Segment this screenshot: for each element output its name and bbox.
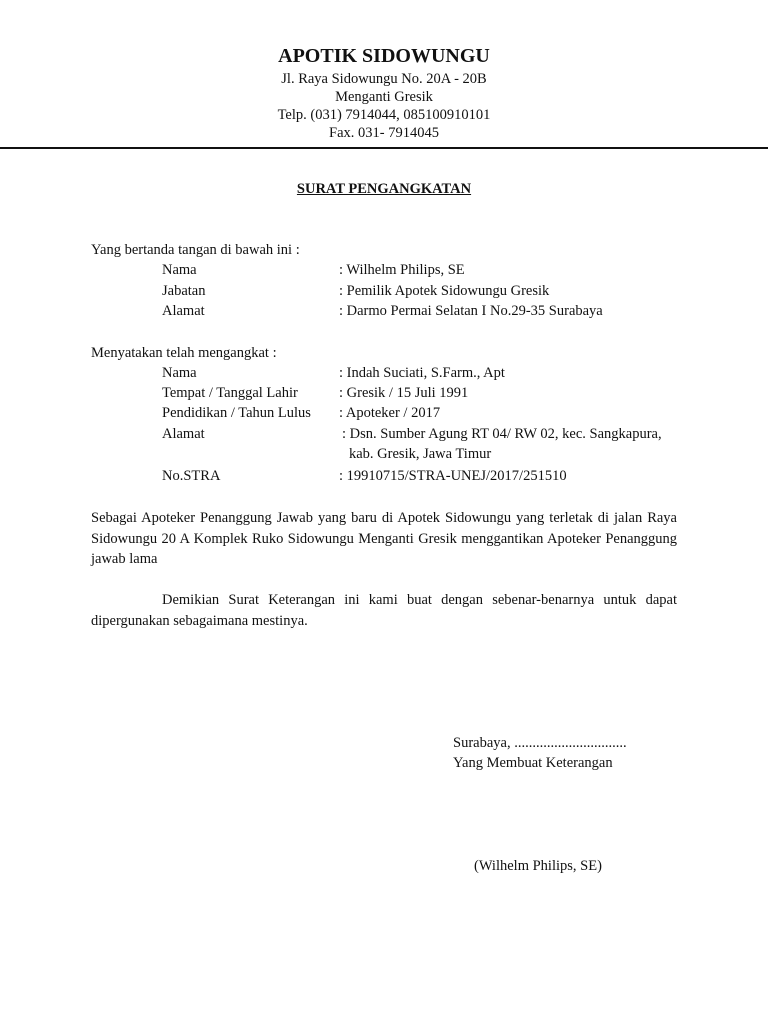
signatory-label-address: Alamat <box>162 303 205 319</box>
appointee-label-education: Pendidikan / Tahun Lulus <box>162 405 311 421</box>
appointee-label-address: Alamat <box>162 426 205 442</box>
letterhead-address-line-2: Menganti Gresik <box>335 89 433 105</box>
appointee-value-stra: : 19910715/STRA-UNEJ/2017/251510 <box>339 468 567 484</box>
letterhead-address-line-1: Jl. Raya Sidowungu No. 20A - 20B <box>281 71 487 87</box>
signatory-label-position: Jabatan <box>162 283 206 299</box>
appointee-label-birth: Tempat / Tanggal Lahir <box>162 385 298 401</box>
appointee-label-stra: No.STRA <box>162 468 221 484</box>
letterhead-phone: Telp. (031) 7914044, 085100910101 <box>277 107 491 123</box>
signatory-value-address: : Darmo Permai Selatan I No.29-35 Surabaya <box>339 303 603 319</box>
body-paragraph-appointment: Sebagai Apoteker Penanggung Jawab yang baru di Apotek Sidowungu yang terletak di jalan Raya Sidowungu 20 A Komplek Ruko Sidowungu Menganti Gresik menggantikan Apoteker Penanggung jawab lama <box>91 510 677 567</box>
signatory-value-name: : Wilhelm Philips, SE <box>339 262 465 278</box>
appointee-intro: Menyatakan telah mengangkat : <box>91 345 277 361</box>
closing-role: Yang Membuat Keterangan <box>453 755 613 771</box>
letter-subject: SURAT PENGANGKATAN <box>296 181 472 197</box>
signatory-intro: Yang bertanda tangan di bawah ini : <box>91 242 300 258</box>
closing-signer-name: (Wilhelm Philips, SE) <box>474 858 602 874</box>
closing-place-date: Surabaya, ............................... <box>453 735 627 751</box>
signatory-label-name: Nama <box>162 262 197 278</box>
appointee-value-address: : Dsn. Sumber Agung RT 04/ RW 02, kec. Sangkapura, <box>342 426 662 442</box>
signatory-value-position: : Pemilik Apotek Sidowungu Gresik <box>339 283 550 299</box>
appointee-label-name: Nama <box>162 365 197 381</box>
appointee-value-name: : Indah Suciati, S.Farm., Apt <box>339 365 505 381</box>
appointee-value-address-continued: kab. Gresik, Jawa Timur <box>349 446 492 462</box>
appointee-value-birth: : Gresik / 15 Juli 1991 <box>339 385 469 401</box>
letterhead-divider <box>0 147 768 149</box>
body-paragraph-closing: Demikian Surat Keterangan ini kami buat dengan sebenar-benarnya untuk dapat dipergunakan sebagaimana mestinya. <box>91 592 677 629</box>
letterhead-fax: Fax. 031- 7914045 <box>329 125 439 141</box>
letterhead-name: APOTIK SIDOWUNGU <box>278 45 490 67</box>
appointee-value-education: : Apoteker / 2017 <box>339 405 441 421</box>
